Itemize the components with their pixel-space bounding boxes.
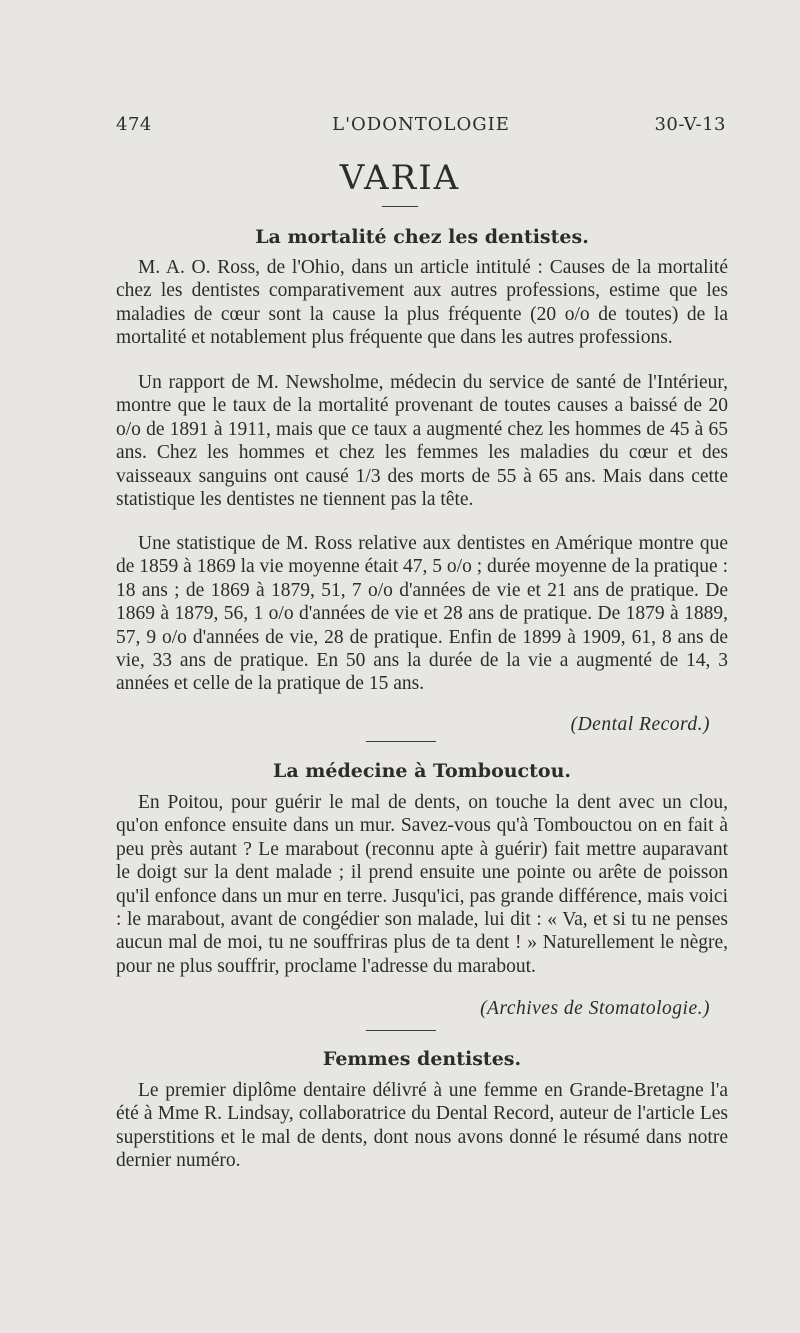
article-separator bbox=[366, 1030, 436, 1031]
journal-title: L'ODONTOLOGIE bbox=[332, 114, 510, 135]
article-paragraph: Une statistique de M. Ross relative aux dentistes en Amérique montre que de 1859 à 1869 la vie moyenne était 47, 5 o/o ; durée moyenne de la pratique : 18 ans ; de 1869 à 1879, 51, 7 o/o d'années de vie et 21 ans de pratique. De 1869 à 1879, 56, 1 o/o d'années de vie et 28 ans de pratique. De 1879 à 1889, 57, 9 o/o d'années de vie, 28 de pratique. Enfin de 1899 à 1909, 61, 8 ans de vie, 33 ans de pratique. En 50 ans la durée de la vie a augmenté de 14, 3 années et celle de la pratique de 15 ans. bbox=[116, 533, 728, 695]
article-source: (Archives de Stomatologie.) bbox=[480, 998, 710, 1019]
article-title: La médecine à Tombouctou. bbox=[272, 760, 572, 782]
article-paragraph: M. A. O. Ross, de l'Ohio, dans un article intitulé : Causes de la mortalité chez les dentistes comparativement aux autres professions, estime que les maladies de cœur sont la cause la plus fréquente (20 o/o de toutes) de la mortalité et notablement plus fréquente que dans les autres professions. bbox=[116, 257, 728, 349]
article-paragraph: Un rapport de M. Newsholme, médecin du service de santé de l'Intérieur, montre que le taux de la mortalité provenant de toutes causes a baissé de 20 o/o de 1891 à 1911, mais que ce taux a augmenté chez les hommes de 45 à 65 ans. Chez les hommes et chez les femmes les maladies du cœur et des vaisseaux sanguins ont causé 1/3 des morts de 55 à 65 ans. Mais dans cette statistique les dentistes ne tiennent pas la tête. bbox=[116, 372, 728, 511]
article-paragraph: En Poitou, pour guérir le mal de dents, on touche la dent avec un clou, qu'on enfonce ensuite dans un mur. Savez-vous qu'à Tombouctou on en fait à peu près autant ? Le marabout (reconnu apte à guérir) fait mettre auparavant le doigt sur la dent malade ; il prend ensuite une pointe ou arête de poisson qu'il enfonce dans un mur en terre. Jusqu'ici, pas grande différence, mais voici : le marabout, avant de congédier son malade, lui dit : « Va, et si tu ne penses aucun mal de moi, tu ne souffriras plus de ta dent ! » Naturellement le nègre, pour ne plus souffrir, proclame l'adresse du marabout. bbox=[116, 792, 728, 977]
article-separator bbox=[366, 741, 436, 742]
article-paragraph: Le premier diplôme dentaire délivré à une femme en Grande-Bretagne l'a été à Mme R. Lindsay, collaboratrice du Dental Record, auteur de l'article Les superstitions et le mal de dents, dont nous avons donné le résumé dans notre dernier numéro. bbox=[116, 1080, 728, 1172]
section-title: VARIA bbox=[339, 158, 461, 198]
section-rule bbox=[382, 206, 418, 207]
article-title: Femmes dentistes. bbox=[322, 1048, 522, 1070]
issue-date: 30-V-13 bbox=[654, 114, 726, 135]
article-title: La mortalité chez les dentistes. bbox=[255, 226, 589, 248]
article-source: (Dental Record.) bbox=[570, 714, 710, 735]
page-number: 474 bbox=[116, 114, 152, 135]
